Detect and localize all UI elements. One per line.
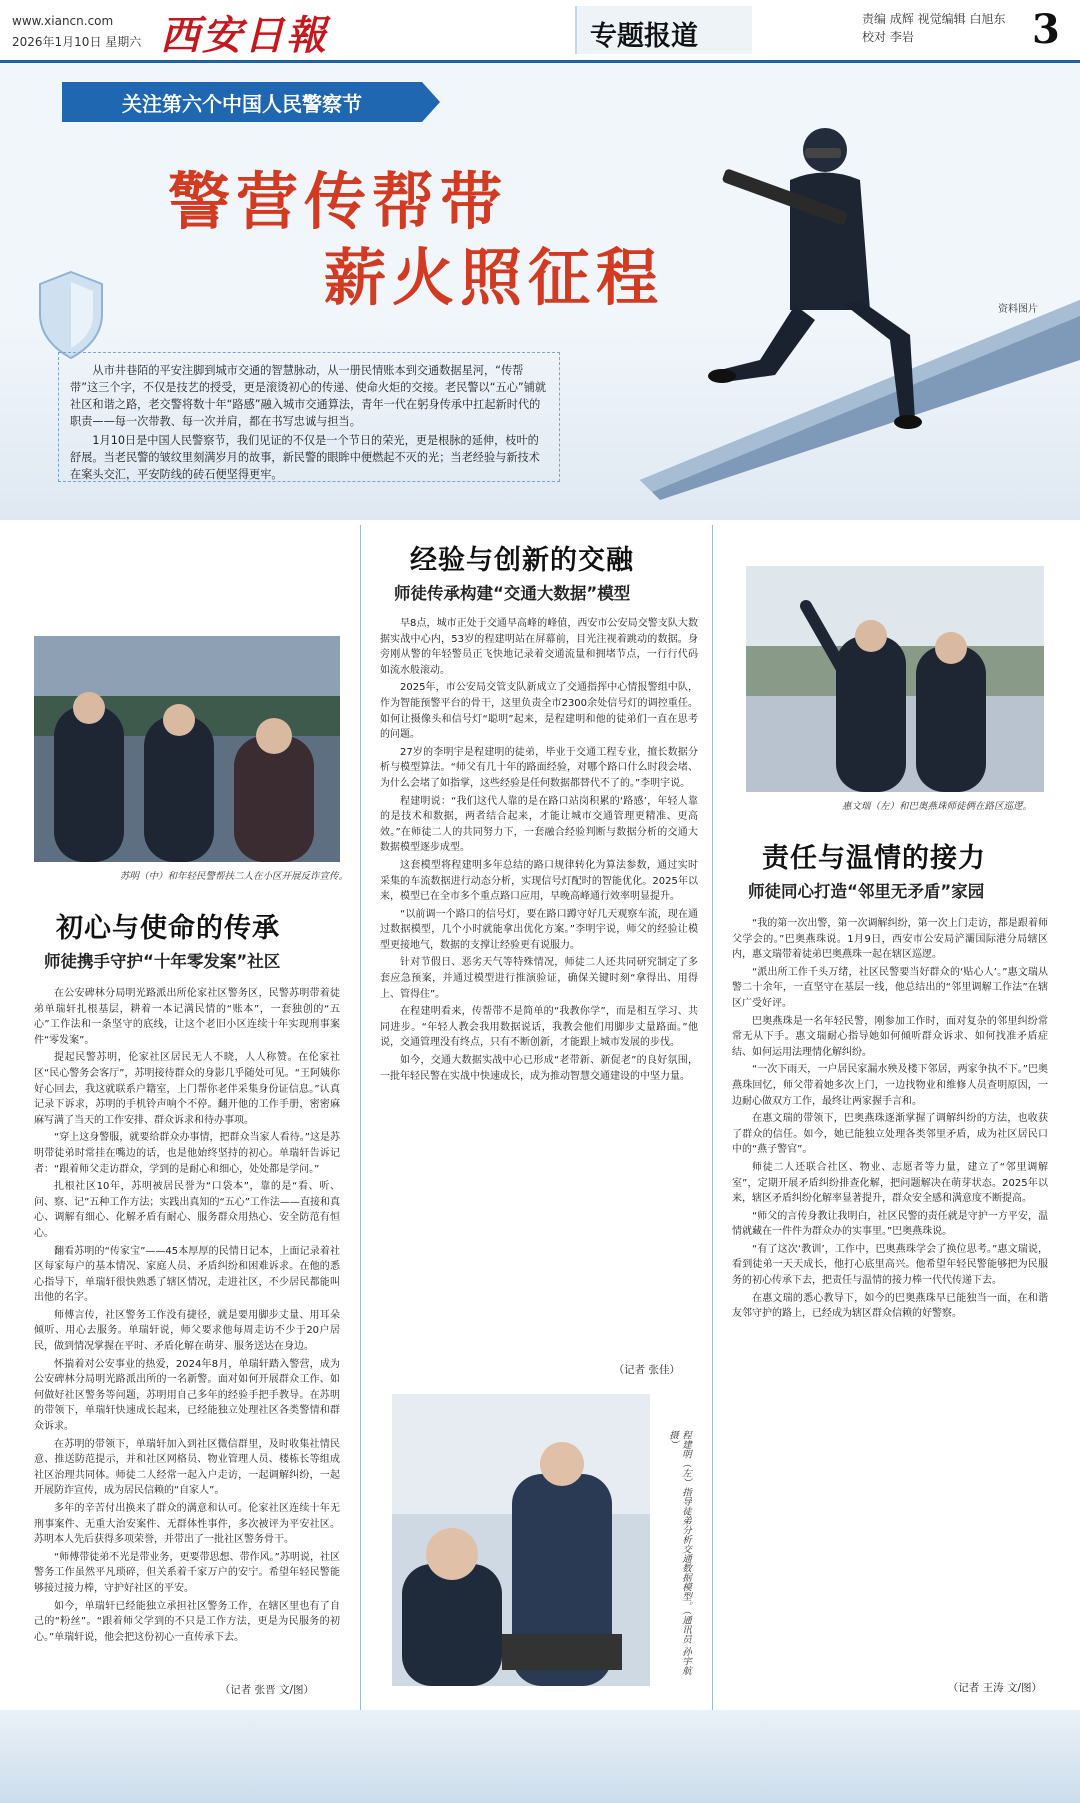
right-paragraph: 在惠文瑞的带领下，巴奥燕珠逐渐掌握了调解纠纷的方法，也收获了群众的信任。如今，她已能独立处理各类邻里矛盾，成为社区居民口中的“燕子警官”。 <box>732 1113 1048 1156</box>
right-paragraph: 师徒二人还联合社区、物业、志愿者等力量，建立了“邻里调解室”，定期开展矛盾纠纷排查化解，把问题解决在萌芽状态。2025年以来，辖区矛盾纠纷化解率显著提升，群众安全感和满意度不断提高。 <box>732 1161 1048 1205</box>
footer-decor-band <box>0 1710 1080 1803</box>
middle-article-body <box>380 616 698 1358</box>
intro-text <box>70 362 550 483</box>
left-byline: （记者 张晋 文/图） <box>219 1684 314 1696</box>
left-paragraph: 提起民警苏明，伦家社区居民无人不晓，人人称赞。在伦家社区“民心警务会客厅”，苏明接待群众的身影几乎随处可见。“王阿姨你好心回去，我这就联系户籍室，上门帮你老伴采集身份证信息。”认真记录下诉求，苏明的手机铃声响个不停。翻开他的工作手册，密密麻麻写满了当天的工作安排、群众诉求和待办事项。 <box>34 1052 340 1126</box>
editors-line-1: 责编 成辉 视觉编辑 白旭东 <box>862 12 1006 26</box>
editors-credit <box>862 10 1005 46</box>
left-paragraph: 扎根社区10年，苏明被居民誉为“口袋本”，靠的是“看、听、问、察、记”五种工作方法；实践出真知的“五心”工作法——直接和真心、调解有细心、化解矛盾有耐心、服务群众用热心、安全防范有恒心。 <box>34 1181 340 1239</box>
section-name: 专题报道 <box>590 21 698 52</box>
topic-ribbon: 关注第六个中国人民警察节 <box>62 82 422 122</box>
left-paragraph: 如今，单瑞轩已经能独立承担社区警务工作，在辖区里也有了自己的“粉丝”。“跟着师父学到的不只是工作方法，更是为民服务的初心。”单瑞轩说，他会把这份初心一直传承下去。 <box>34 1600 340 1643</box>
column-divider-left <box>360 525 361 1710</box>
right-paragraph: “我的第一次出警，第一次调解纠纷，第一次上门走访，都是跟着师父学会的。”巴奥燕珠说。1月9日，西安市公安局浐灞国际港分局辖区内，惠文瑞带着徒弟巴奥燕珠一起在辖区巡逻。 <box>732 918 1048 961</box>
left-article-body <box>34 986 340 1674</box>
middle-paragraph: 如今，交通大数据实战中心已形成“老带新、新促老”的良好氛围，一批年轻民警在实战中快速成长，成为推动智慧交通建设的中坚力量。 <box>380 1055 698 1082</box>
newspaper-masthead: 西安日報 <box>160 12 328 59</box>
right-section-subtitle: 师徒同心打造“邻里无矛盾”家园 <box>748 882 985 901</box>
middle-paragraph: 2025年，市公安局交管支队新成立了交通指挥中心情报警组中队，作为智能预警平台的骨干，这里负责全市2300余处信号灯的调控重任。如何让摄像头和信号灯“聪明”起来，是程建明和他的徒弟们一直在思考的问题。 <box>380 682 698 741</box>
left-paragraph: 怀揣着对公安事业的热爱，2024年8月，单瑞轩踏入警营，成为公安碑林分局明光路派出所的一名新警。面对如何开展群众工作、如何做好社区警务等问题，苏明用自己多年的经验手把手教导。在苏明的带领下，单瑞轩快速成长起来，已经能独立处理社区各类警情和群众诉求。 <box>34 1358 340 1433</box>
middle-paragraph: 程建明说：“我们这代人靠的是在路口站岗积累的‘路感’，年轻人靠的是技术和数据，两者结合起来，才能让城市交通管理更精准、更高效。”在师徒二人的共同努力下，一套融合经验判断与数据分析的交通大数据模型逐步成型。 <box>380 795 698 854</box>
middle-photo-caption: 程建明（左）指导徒弟分析交通数据模型。（通讯员 孙宇航 摄） <box>667 1430 691 1676</box>
middle-paragraph: “以前调一个路口的信号灯，要在路口蹲守好几天观察车流，现在通过数据模型，几个小时就能拿出优化方案。”李明宇说，师父的经验让模型更接地气，数据的支撑让经验更有说服力。 <box>380 908 698 951</box>
left-paragraph: 在苏明的带领下，单瑞轩加入到社区微信群里，及时收集社情民意、推送防范提示，并和社区网格员、物业管理人员、楼栋长等组成社区治理共同体。师徒二人经常一起入户走访，一起调解纠纷，一起开展防诈宣传，成为居民信赖的“自家人”。 <box>34 1438 340 1497</box>
intro-paragraph-1: 从市井巷陌的平安注脚到城市交通的智慧脉动，从一册民情账本到交通数据星河，“传帮带”这三个字，不仅是技艺的授受，更是滚烫初心的传递、使命火炬的交接。老民警以“五心”铺就社区和谐之路，老交警将数十年“路感”融入城市交通算法，青年一代在躬身传承中扛起新时代的职责——每一次带教、每一次并肩，都在书写忠诚与担当。 <box>70 364 547 428</box>
left-paragraph: 多年的辛苦付出换来了群众的满意和认可。伦家社区连续十年无刑事案件、无重大治安案件、无群体性事件，多次被评为平安社区。苏明本人先后获得多项荣誉，并带出了一批社区警务骨干。 <box>34 1503 340 1546</box>
right-photo-caption: 惠文瑞（左）和巴奥燕珠师徒俩在路区巡逻。 <box>842 801 1033 812</box>
middle-paragraph: 在程建明看来，传帮带不是简单的“我教你学”，而是相互学习、共同进步。“年轻人教会我用数据说话，我教会他们用脚步丈量路面。”他说，交通管理没有终点，只有不断创新，才能跟上城市发展的步伐。 <box>380 1006 698 1049</box>
site-url[interactable]: www.xiancn.com <box>12 14 114 28</box>
column-divider-right <box>712 525 713 1710</box>
ribbon-arrow <box>422 82 440 122</box>
right-byline: （记者 王涛 文/图） <box>947 1682 1042 1694</box>
left-section-subtitle: 师徒携手守护“十年零发案”社区 <box>44 952 281 971</box>
patrol-photo <box>746 566 1044 792</box>
middle-section-title: 经验与创新的交融 <box>410 545 634 576</box>
right-paragraph: 巴奥燕珠是一名年轻民警，刚参加工作时，面对复杂的邻里纠纷常常无从下手。惠文瑞耐心指导她如何倾听群众诉求、如何找准矛盾症结、如何运用法理情化解纠纷。 <box>732 1015 1048 1058</box>
left-paragraph: 翻看苏明的“传家宝”——45本厚厚的民情日记本，上面记录着社区每家每户的基本情况、家庭人员、矛盾纠纷和困难诉求。在他的悉心指导下，单瑞轩很快熟悉了辖区情况，走进社区，不少居民都能叫出他的名字。 <box>34 1245 340 1304</box>
intro-paragraph-2: 1月10日是中国人民警察节，我们见证的不仅是一个节日的荣光，更是根脉的延伸，枝叶的舒展。当老民警的皱纹里刻满岁月的故事，新民警的眼眸中便燃起不灭的光；当老经验与新技术在案头交汇，平安防线的砖石便坚得更牢。 <box>70 434 540 481</box>
right-article-body <box>732 916 1048 1672</box>
middle-section-subtitle: 师徒传承构建“交通大数据”模型 <box>394 584 631 603</box>
right-paragraph: “师父的言传身教让我明白，社区民警的责任就是守护一方平安，温情就藏在一件件为群众办的实事里。”巴奥燕珠说。 <box>732 1210 1048 1238</box>
community-police-photo <box>34 636 340 862</box>
left-section-title: 初心与使命的传承 <box>56 913 280 944</box>
photo-source-label: 资料图片 <box>998 304 1038 315</box>
police-shield-icon <box>36 270 106 360</box>
middle-paragraph: 针对节假日、恶劣天气等特殊情况，师徒二人还共同研究制定了多套应急预案，并通过模型进行推演验证，确保关键时刻“拿得出、用得上、管得住”。 <box>380 957 698 1000</box>
left-paragraph: 在公安碑林分局明光路派出所伦家社区警务区，民警苏明带着徒弟单瑞轩扎根基层，耕着一本记满民情的“账本”，一套独创的“五心”工作法和一条坚守的底线，让这个老旧小区连续十年实现刑事案件“零发案”。 <box>34 988 340 1046</box>
left-paragraph: “穿上这身警服，就要给群众办事情，把群众当家人看待。”这是苏明带徒弟时常挂在嘴边的话，也是他始终坚持的初心。单瑞轩告诉记者：“跟着师父走访群众，学到的是耐心和细心，处处都是学问。” <box>34 1132 340 1175</box>
left-paragraph: 师傅言传，社区警务工作没有捷径，就是要用脚步丈量、用耳朵倾听、用心去服务。单瑞轩说，师父要求他每周走访不少于20户居民，做到情况掌握在平时、矛盾化解在萌芽、服务送达在身边。 <box>34 1309 340 1353</box>
editors-line-2: 校对 李岩 <box>862 30 914 44</box>
right-paragraph: “派出所工作千头万绪，社区民警要当好群众的‘贴心人’。”惠文瑞从警二十余年，一直坚守在基层一线，他总结出的“邻里调解工作法”在辖区广受好评。 <box>732 966 1048 1009</box>
traffic-data-photo <box>392 1394 650 1686</box>
left-paragraph: “师傅带徒弟不光是带业务，更要带思想、带作风。”苏明说，社区警务工作虽然平凡琐碎，但关系着千家万户的安宁。希望年轻民警能够接过接力棒，守护好社区的平安。 <box>34 1551 340 1594</box>
headline-line-1: 警营传帮带 <box>168 165 509 238</box>
middle-paragraph: 这套模型将程建明多年总结的路口规律转化为算法参数，通过实时采集的车流数据进行动态分析，实现信号灯配时的智能优化。2025年以来，模型已在全市多个重点路口应用，早晚高峰通行效率明显提升。 <box>380 859 698 903</box>
left-photo-caption: 苏明（中）和年轻民警帮扶二人在小区开展反诈宣传。 <box>120 871 349 882</box>
right-section-title: 责任与温情的接力 <box>762 843 986 874</box>
middle-paragraph: 27岁的李明宇是程建明的徒弟，毕业于交通工程专业，擅长数据分析与模型算法。“师父有几十年的路面经验，对哪个路口什么时段会堵、为什么会堵了如指掌，这些经验是任何数据都替代不了的。”李明宇说。 <box>380 746 698 789</box>
middle-byline: （记者 张佳） <box>613 1364 680 1376</box>
right-paragraph: “有了这次‘教训’，工作中，巴奥燕珠学会了换位思考。”惠文瑞说，看到徒弟一天天成长，他打心底里高兴。他希望年轻民警能够把为民服务的初心传承下去，把责任与温情的接力棒一代代传递下去。 <box>732 1243 1048 1287</box>
right-paragraph: “一次下雨天，一户居民家漏水殃及楼下邻居，两家争执不下。”巴奥燕珠回忆，师父带着她多次上门，一边找物业和维修人员查明原因，一边耐心做双方工作，最终让两家握手言和。 <box>732 1064 1048 1107</box>
middle-paragraph: 早8点，城市正处于交通早高峰的峰值，西安市公安局交警支队大数据实战中心内，53岁的程建明站在屏幕前，目光注视着跳动的数据。身旁刚从警的年轻警员正飞快地记录着交通流量和拥堵节点，一行行代码如流水般滚动。 <box>380 618 698 676</box>
page-number: 3 <box>1032 6 1060 53</box>
headline-line-2: 薪火照征程 <box>324 241 665 314</box>
issue-date: 2026年1月10日 星期六 <box>12 35 142 49</box>
right-paragraph: 在惠文瑞的悉心教导下，如今的巴奥燕珠早已能独当一面，在和谐友邻守护的路上，已经成为辖区群众信赖的好警察。 <box>732 1292 1048 1320</box>
